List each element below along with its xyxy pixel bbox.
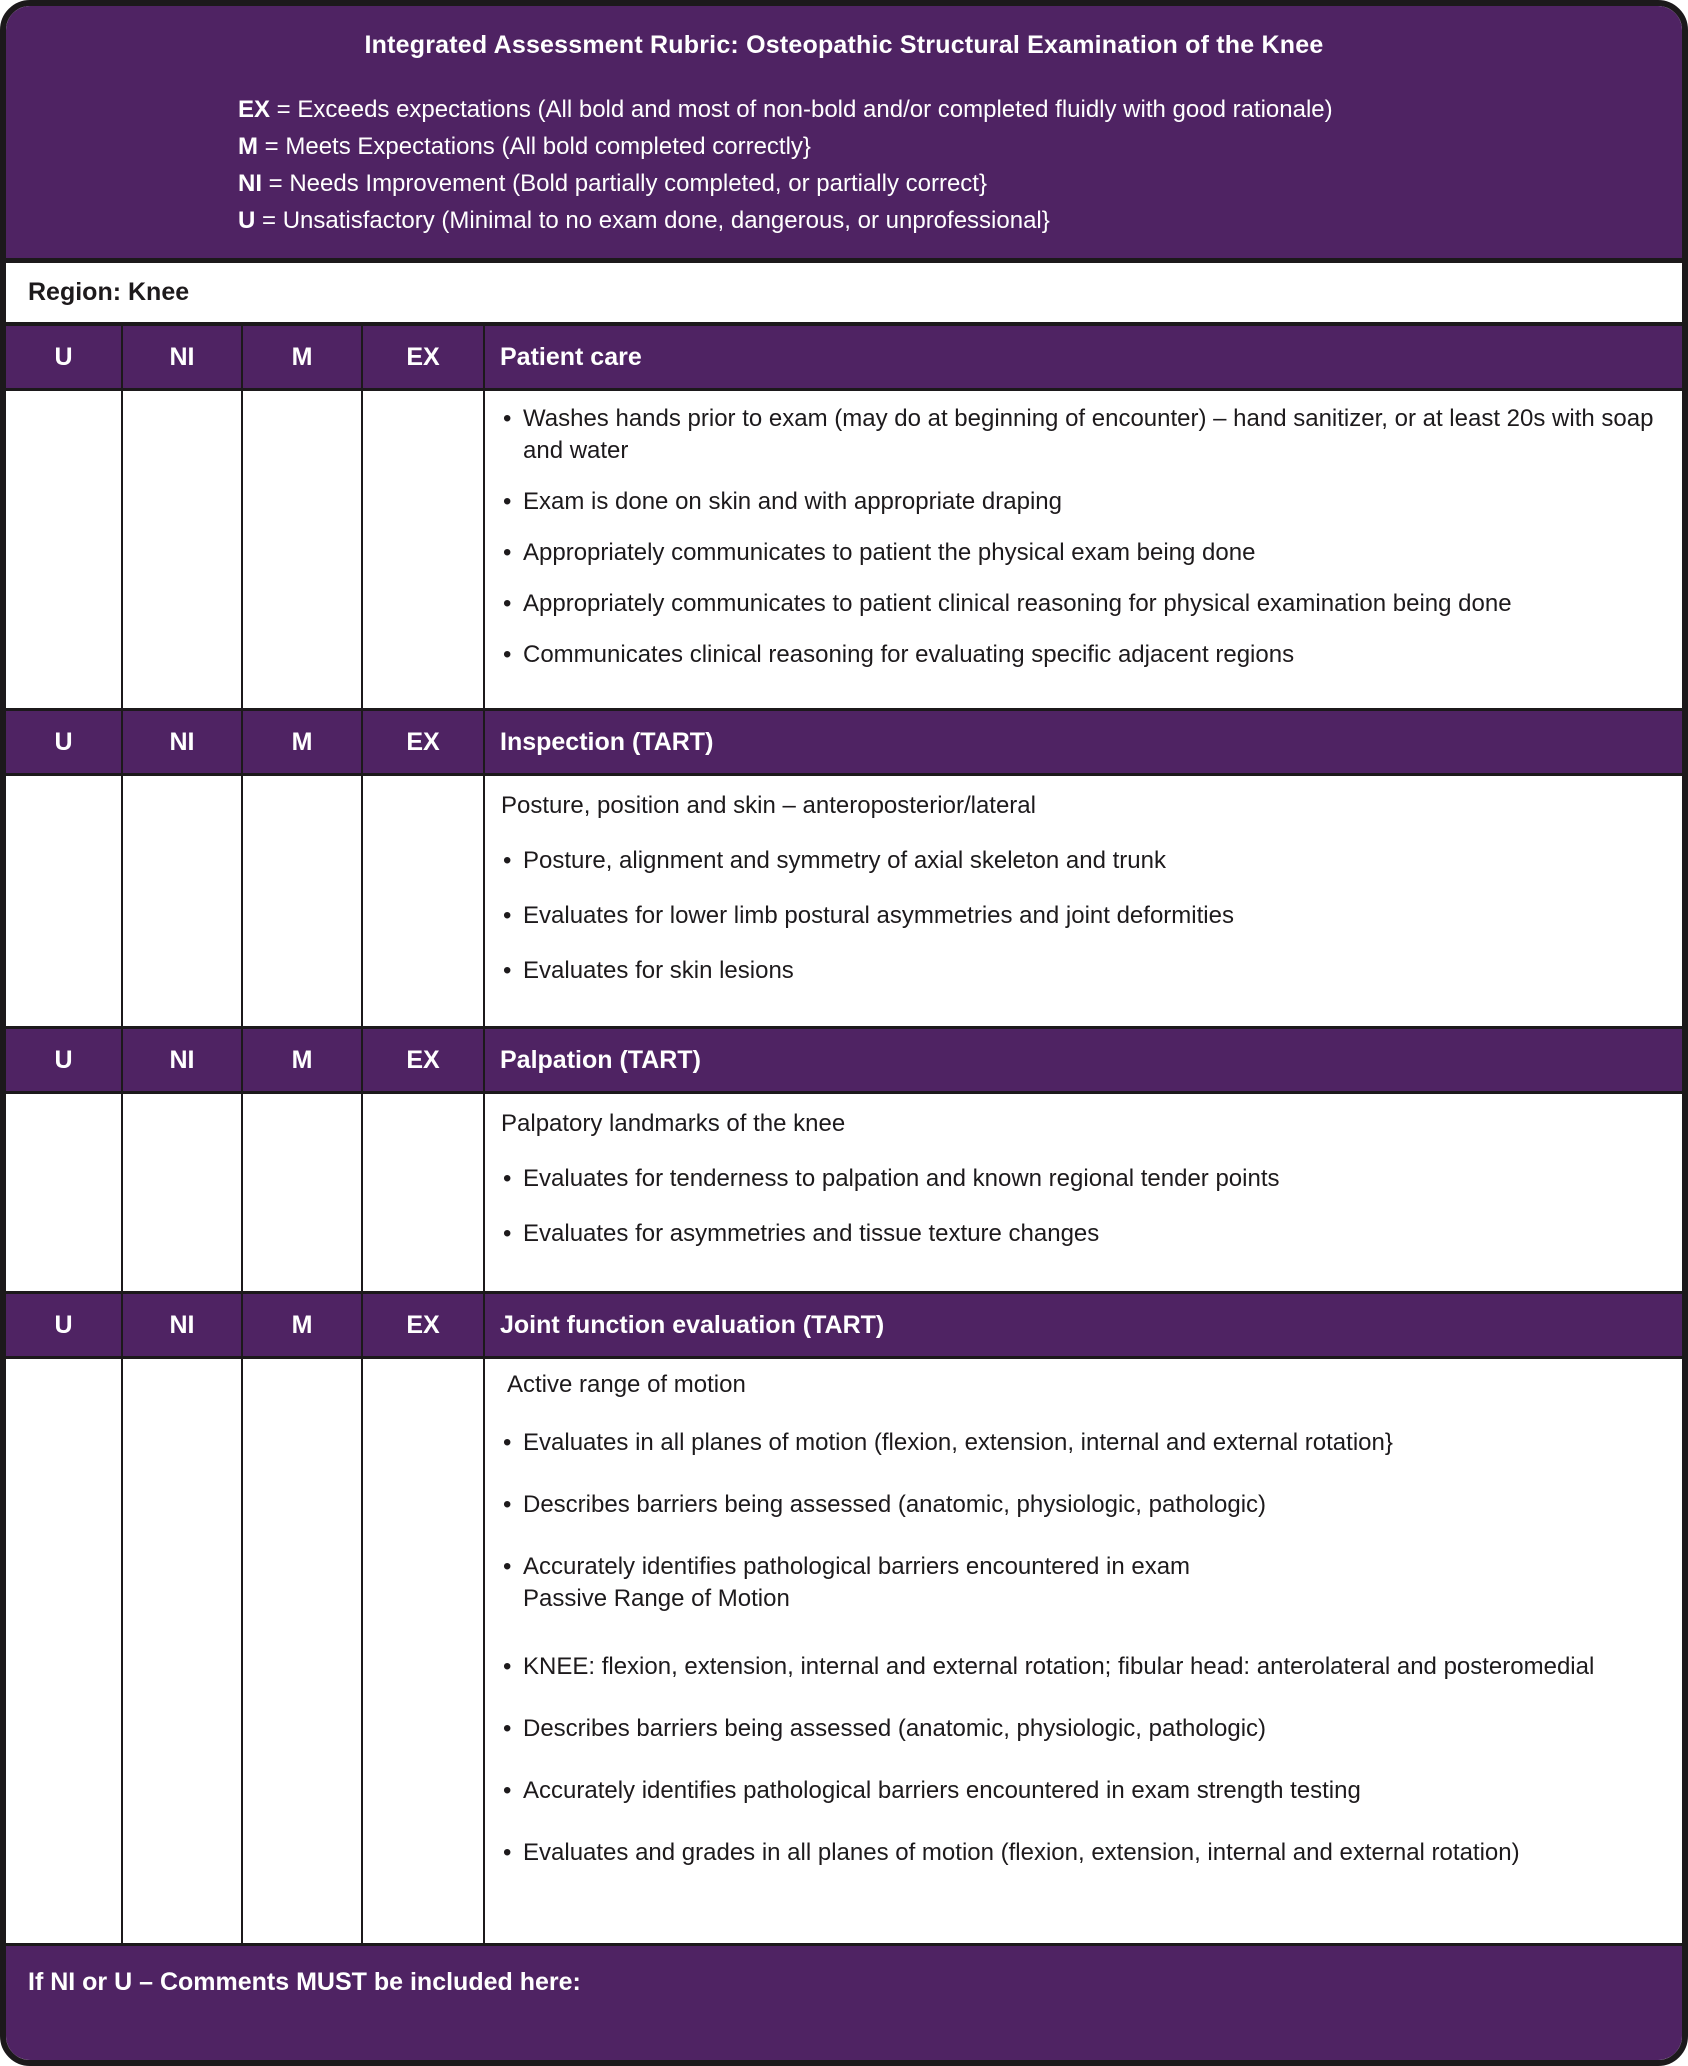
legend-item-u bbox=[238, 202, 1682, 239]
column-header-ni: NI bbox=[123, 1029, 243, 1091]
legend-item-m bbox=[238, 128, 1682, 165]
criteria-text: Communicates clinical reasoning for evaluating specific adjacent regions bbox=[523, 641, 1295, 668]
criteria-item bbox=[501, 1837, 1662, 1869]
bullet-icon: • bbox=[503, 1777, 512, 1804]
bullet-icon: • bbox=[503, 1429, 512, 1456]
score-cell-ex[interactable] bbox=[363, 391, 485, 708]
criteria-item bbox=[501, 639, 1662, 671]
score-cell-ni[interactable] bbox=[123, 776, 243, 1026]
comments-label: If NI or U – Comments MUST be included here: bbox=[28, 1968, 581, 1996]
comments-footer bbox=[6, 1946, 1682, 2060]
section-title: Patient care bbox=[500, 342, 642, 371]
bullet-icon: • bbox=[503, 1491, 512, 1518]
criteria-intro: Palpatory landmarks of the knee bbox=[501, 1110, 846, 1137]
criteria-text: Evaluates for tenderness to palpation and known regional tender points bbox=[523, 1165, 1280, 1192]
score-cell-ni[interactable] bbox=[123, 1094, 243, 1291]
section-title: Palpation (TART) bbox=[500, 1045, 701, 1074]
section-body-joint-function bbox=[6, 1359, 1682, 1946]
criteria-cell bbox=[485, 1094, 1682, 1291]
column-header-m: M bbox=[243, 326, 363, 388]
score-cell-m[interactable] bbox=[243, 1094, 363, 1291]
section-body-inspection bbox=[6, 776, 1682, 1029]
score-cell-u[interactable] bbox=[6, 391, 123, 708]
legend-item-ni bbox=[238, 165, 1682, 202]
criteria-text: Accurately identifies pathological barriers encountered in exam strength testing bbox=[523, 1777, 1361, 1804]
criteria-text: Washes hands prior to exam (may do at beginning of encounter) – hand sanitizer, or at least 20s with soap and water bbox=[523, 405, 1654, 464]
legend-key: NI bbox=[238, 170, 262, 197]
column-header-u: U bbox=[6, 326, 123, 388]
page-title: Integrated Assessment Rubric: Osteopathic Structural Examination of the Knee bbox=[364, 31, 1324, 59]
comments-area[interactable] bbox=[28, 1997, 1682, 2047]
section-title: Inspection (TART) bbox=[500, 727, 714, 756]
bullet-icon: • bbox=[503, 1220, 512, 1247]
column-header-ex: EX bbox=[363, 1029, 485, 1091]
region-label: Region: Knee bbox=[28, 278, 190, 306]
score-cell-m[interactable] bbox=[243, 776, 363, 1026]
legend-description: = Needs Improvement (Bold partially completed, or partially correct} bbox=[262, 170, 987, 197]
column-header-u: U bbox=[6, 711, 123, 773]
bullet-icon: • bbox=[503, 641, 512, 668]
criteria-text: Evaluates for asymmetries and tissue texture changes bbox=[523, 1220, 1100, 1247]
criteria-text: KNEE: flexion, extension, internal and external rotation; fibular head: anterolateral and posteromedial bbox=[523, 1653, 1595, 1680]
section-header-palpation bbox=[6, 1029, 1682, 1094]
column-header-u: U bbox=[6, 1294, 123, 1356]
criteria-subline: Passive Range of Motion bbox=[523, 1585, 790, 1612]
score-cell-u[interactable] bbox=[6, 1094, 123, 1291]
criteria-item bbox=[501, 588, 1662, 620]
region-row bbox=[6, 263, 1682, 326]
section-body-patient-care bbox=[6, 391, 1682, 711]
criteria-text: Accurately identifies pathological barriers encountered in exam bbox=[523, 1553, 1191, 1580]
score-cell-u[interactable] bbox=[6, 776, 123, 1026]
criteria-text: Exam is done on skin and with appropriate draping bbox=[523, 488, 1062, 515]
bullet-icon: • bbox=[503, 1715, 512, 1742]
section-body-palpation bbox=[6, 1094, 1682, 1294]
criteria-item bbox=[501, 403, 1662, 467]
criteria-text: Describes barriers being assessed (anatomic, physiologic, pathologic) bbox=[523, 1715, 1267, 1742]
criteria-item bbox=[501, 1163, 1662, 1195]
criteria-item bbox=[501, 1489, 1662, 1521]
grading-legend bbox=[238, 91, 1682, 239]
column-header-m: M bbox=[243, 1294, 363, 1356]
criteria-item bbox=[501, 845, 1662, 877]
column-header-ni: NI bbox=[123, 711, 243, 773]
criteria-item bbox=[501, 900, 1662, 932]
score-cell-ex[interactable] bbox=[363, 1094, 485, 1291]
criteria-item bbox=[501, 1427, 1662, 1459]
column-header-ex: EX bbox=[363, 326, 485, 388]
bullet-icon: • bbox=[503, 902, 512, 929]
criteria-text: Appropriately communicates to patient the physical exam being done bbox=[523, 539, 1256, 566]
criteria-item bbox=[501, 537, 1662, 569]
score-cell-ex[interactable] bbox=[363, 776, 485, 1026]
column-header-m: M bbox=[243, 711, 363, 773]
section-header-inspection bbox=[6, 711, 1682, 776]
criteria-text: Evaluates in all planes of motion (flexion, extension, internal and external rotation} bbox=[523, 1429, 1393, 1456]
bullet-icon: • bbox=[503, 1839, 512, 1866]
criteria-item bbox=[501, 1775, 1662, 1807]
score-cell-m[interactable] bbox=[243, 391, 363, 708]
criteria-text: Evaluates and grades in all planes of motion (flexion, extension, internal and external rotation) bbox=[523, 1839, 1520, 1866]
section-title: Joint function evaluation (TART) bbox=[500, 1310, 885, 1339]
section-header-patient-care bbox=[6, 326, 1682, 391]
score-cell-u[interactable] bbox=[6, 1359, 123, 1943]
column-header-m: M bbox=[243, 1029, 363, 1091]
legend-key: M bbox=[238, 133, 258, 160]
criteria-cell bbox=[485, 1359, 1682, 1943]
column-header-u: U bbox=[6, 1029, 123, 1091]
legend-description: = Exceeds expectations (All bold and most of non-bold and/or completed fluidly with good rationale) bbox=[270, 96, 1333, 123]
criteria-item bbox=[501, 1218, 1662, 1250]
criteria-intro: Posture, position and skin – anteroposterior/lateral bbox=[501, 792, 1036, 819]
legend-item-ex bbox=[238, 91, 1682, 128]
criteria-item bbox=[501, 1713, 1662, 1745]
criteria-item bbox=[501, 1551, 1662, 1615]
score-cell-ni[interactable] bbox=[123, 1359, 243, 1943]
criteria-text: Evaluates for lower limb postural asymmetries and joint deformities bbox=[523, 902, 1234, 929]
score-cell-ni[interactable] bbox=[123, 391, 243, 708]
bullet-icon: • bbox=[503, 590, 512, 617]
column-header-ni: NI bbox=[123, 1294, 243, 1356]
criteria-text: Posture, alignment and symmetry of axial skeleton and trunk bbox=[523, 847, 1166, 874]
bullet-icon: • bbox=[503, 488, 512, 515]
criteria-text: Evaluates for skin lesions bbox=[523, 957, 794, 984]
legend-description: = Unsatisfactory (Minimal to no exam done, dangerous, or unprofessional} bbox=[255, 207, 1050, 234]
bullet-icon: • bbox=[503, 405, 512, 432]
rubric-header bbox=[6, 6, 1682, 263]
criteria-cell bbox=[485, 776, 1682, 1026]
criteria-item bbox=[501, 486, 1662, 518]
bullet-icon: • bbox=[503, 1165, 512, 1192]
bullet-icon: • bbox=[503, 1653, 512, 1680]
bullet-icon: • bbox=[503, 847, 512, 874]
criteria-item bbox=[501, 1651, 1662, 1683]
legend-key: U bbox=[238, 207, 256, 234]
criteria-item bbox=[501, 955, 1662, 987]
criteria-text: Appropriately communicates to patient clinical reasoning for physical examination being done bbox=[523, 590, 1512, 617]
score-cell-m[interactable] bbox=[243, 1359, 363, 1943]
criteria-text: Describes barriers being assessed (anatomic, physiologic, pathologic) bbox=[523, 1491, 1267, 1518]
criteria-cell bbox=[485, 391, 1682, 708]
column-header-ex: EX bbox=[363, 1294, 485, 1356]
bullet-icon: • bbox=[503, 1553, 512, 1580]
bullet-icon: • bbox=[503, 539, 512, 566]
column-header-ex: EX bbox=[363, 711, 485, 773]
score-cell-ex[interactable] bbox=[363, 1359, 485, 1943]
criteria-intro: Active range of motion bbox=[507, 1371, 746, 1398]
legend-description: = Meets Expectations (All bold completed correctly} bbox=[258, 133, 811, 160]
column-header-ni: NI bbox=[123, 326, 243, 388]
legend-key: EX bbox=[238, 96, 271, 123]
bullet-icon: • bbox=[503, 957, 512, 984]
section-header-joint-function bbox=[6, 1294, 1682, 1359]
